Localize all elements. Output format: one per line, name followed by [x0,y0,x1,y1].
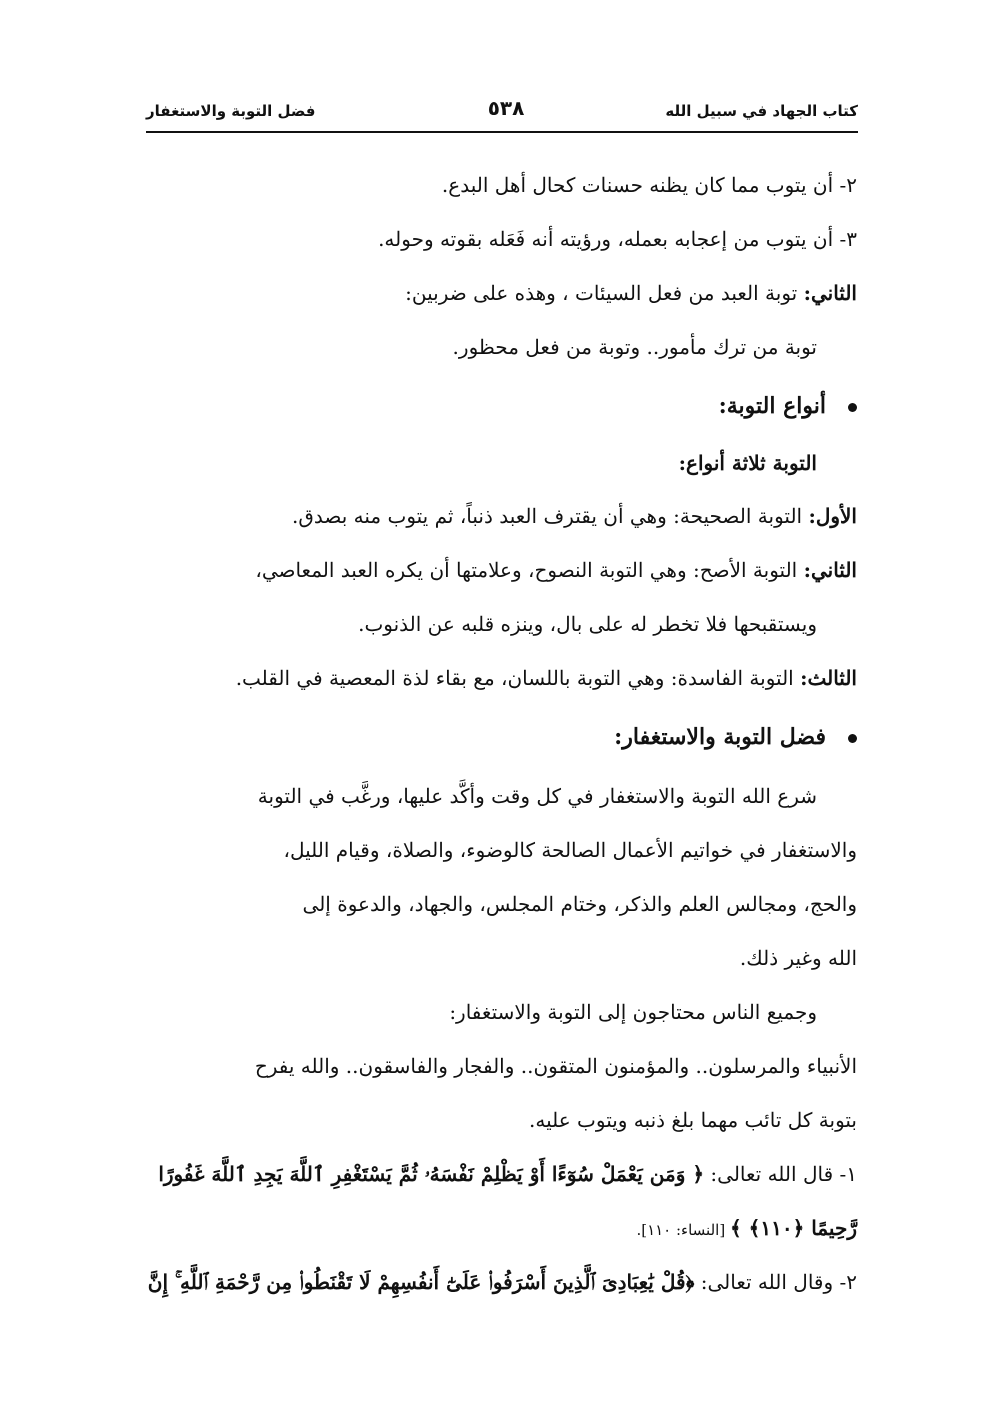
paragraph-first [292,503,857,529]
page-number: ٥٣٨ [487,96,525,120]
list-item-3: ٣- أن يتوب من إعجابه بعمله، ورؤيته أنه فَعَله بقوته وحوله. [378,227,857,251]
paragraph-line: والحج، ومجالس العلم والذكر، وختام المجلس، والجهاد، والدعوة إلى [302,892,857,916]
list-item-2: ٢- أن يتوب مما كان يظنه حسنات كحال أهل البدع. [441,173,857,197]
paragraph-line: الله وغير ذلك. [739,946,857,970]
heading-text: فضل التوبة والاستغفار: [614,724,826,750]
quran-verse: ﴿ وَمَن يَعْمَلْ سُوٓءًا أَوْ يَظْلِمْ نَفْسَهُۥ ثُمَّ يَسْتَغْفِرِ ٱللَّهَ يَجِدِ ٱللَّهَ غَفُورًا [158,1162,705,1186]
paragraph-third [236,665,857,691]
lead-text: التوبة الصحيحة: وهي أن يقترف العبد ذنباً، ثم يتوب منه بصدق. [292,504,809,528]
header-divider [146,131,858,133]
paragraph-line: وجميع الناس محتاجون إلى التوبة والاستغفار: [449,1000,817,1024]
lead-text: توبة العبد من فعل السيئات ، وهذه على ضربين: [405,281,804,305]
verse-reference: [النساء: ١١٠]. [636,1221,730,1239]
bullet-icon [848,403,857,412]
lead-label: الثاني: [803,558,857,582]
heading-virtue-of-repentance [614,724,857,750]
paragraph-second [255,557,857,583]
paragraph-line: الأنبياء والمرسلون.. والمؤمنون المتقون.. والفجار والفاسقون.. والله يفرح [254,1054,857,1078]
quran-verse: ﴿قُلْ يَٰعِبَادِىَ ٱلَّذِينَ أَسْرَفُوا۟ عَلَىٰٓ أَنفُسِهِمْ لَا تَقْنَطُوا۟ مِن رَّحْمَةِ ٱللَّهِ ۚ إِنَّ [147,1270,695,1294]
heading-types-of-repentance [719,393,857,419]
paragraph-second-type [405,280,857,306]
citation-lead: ٢- وقال الله تعالى: [694,1270,857,1294]
heading-text: أنواع التوبة: [718,393,826,419]
paragraph-line: بتوبة كل تائب مهما بلغ ذنبه ويتوب عليه. [529,1108,857,1132]
lead-label: الثاني: [803,281,857,305]
subheading: التوبة ثلاثة أنواع: [678,451,817,475]
lead-text: التوبة الفاسدة: وهي التوبة باللسان، مع بقاء لذة المعصية في القلب. [235,666,801,690]
running-header [146,96,858,130]
paragraph-line: شرع الله التوبة والاستغفار في كل وقت وأكَّد عليها، ورغَّب في التوبة [257,784,817,808]
book-title: كتاب الجهاد في سبيل الله [665,102,858,120]
bullet-icon [848,734,857,743]
quran-citation-1 [158,1161,857,1187]
paragraph-line: والاستغفار في خواتيم الأعمال الصالحة كالوضوء، والصلاة، وقيام الليل، [283,838,857,862]
quran-verse: رَّحِيمًا ﴿١١٠﴾ ﴾ [729,1216,857,1240]
quran-citation-1-cont [636,1215,857,1243]
paragraph-line: ويستقبحها فلا تخطر له على بال، وينزه قلبه عن الذنوب. [358,612,817,636]
section-title: فضل التوبة والاستغفار [146,102,316,120]
citation-lead: ١- قال الله تعالى: [704,1162,857,1186]
quran-citation-2 [148,1269,857,1295]
paragraph-line: توبة من ترك مأمور.. وتوبة من فعل محظور. [452,335,817,359]
lead-text: التوبة الأصح: وهي التوبة النصوح، وعلامتها أن يكره العبد المعاصي، [255,558,804,582]
lead-label: الأول: [808,504,857,528]
lead-label: الثالث: [800,666,857,690]
